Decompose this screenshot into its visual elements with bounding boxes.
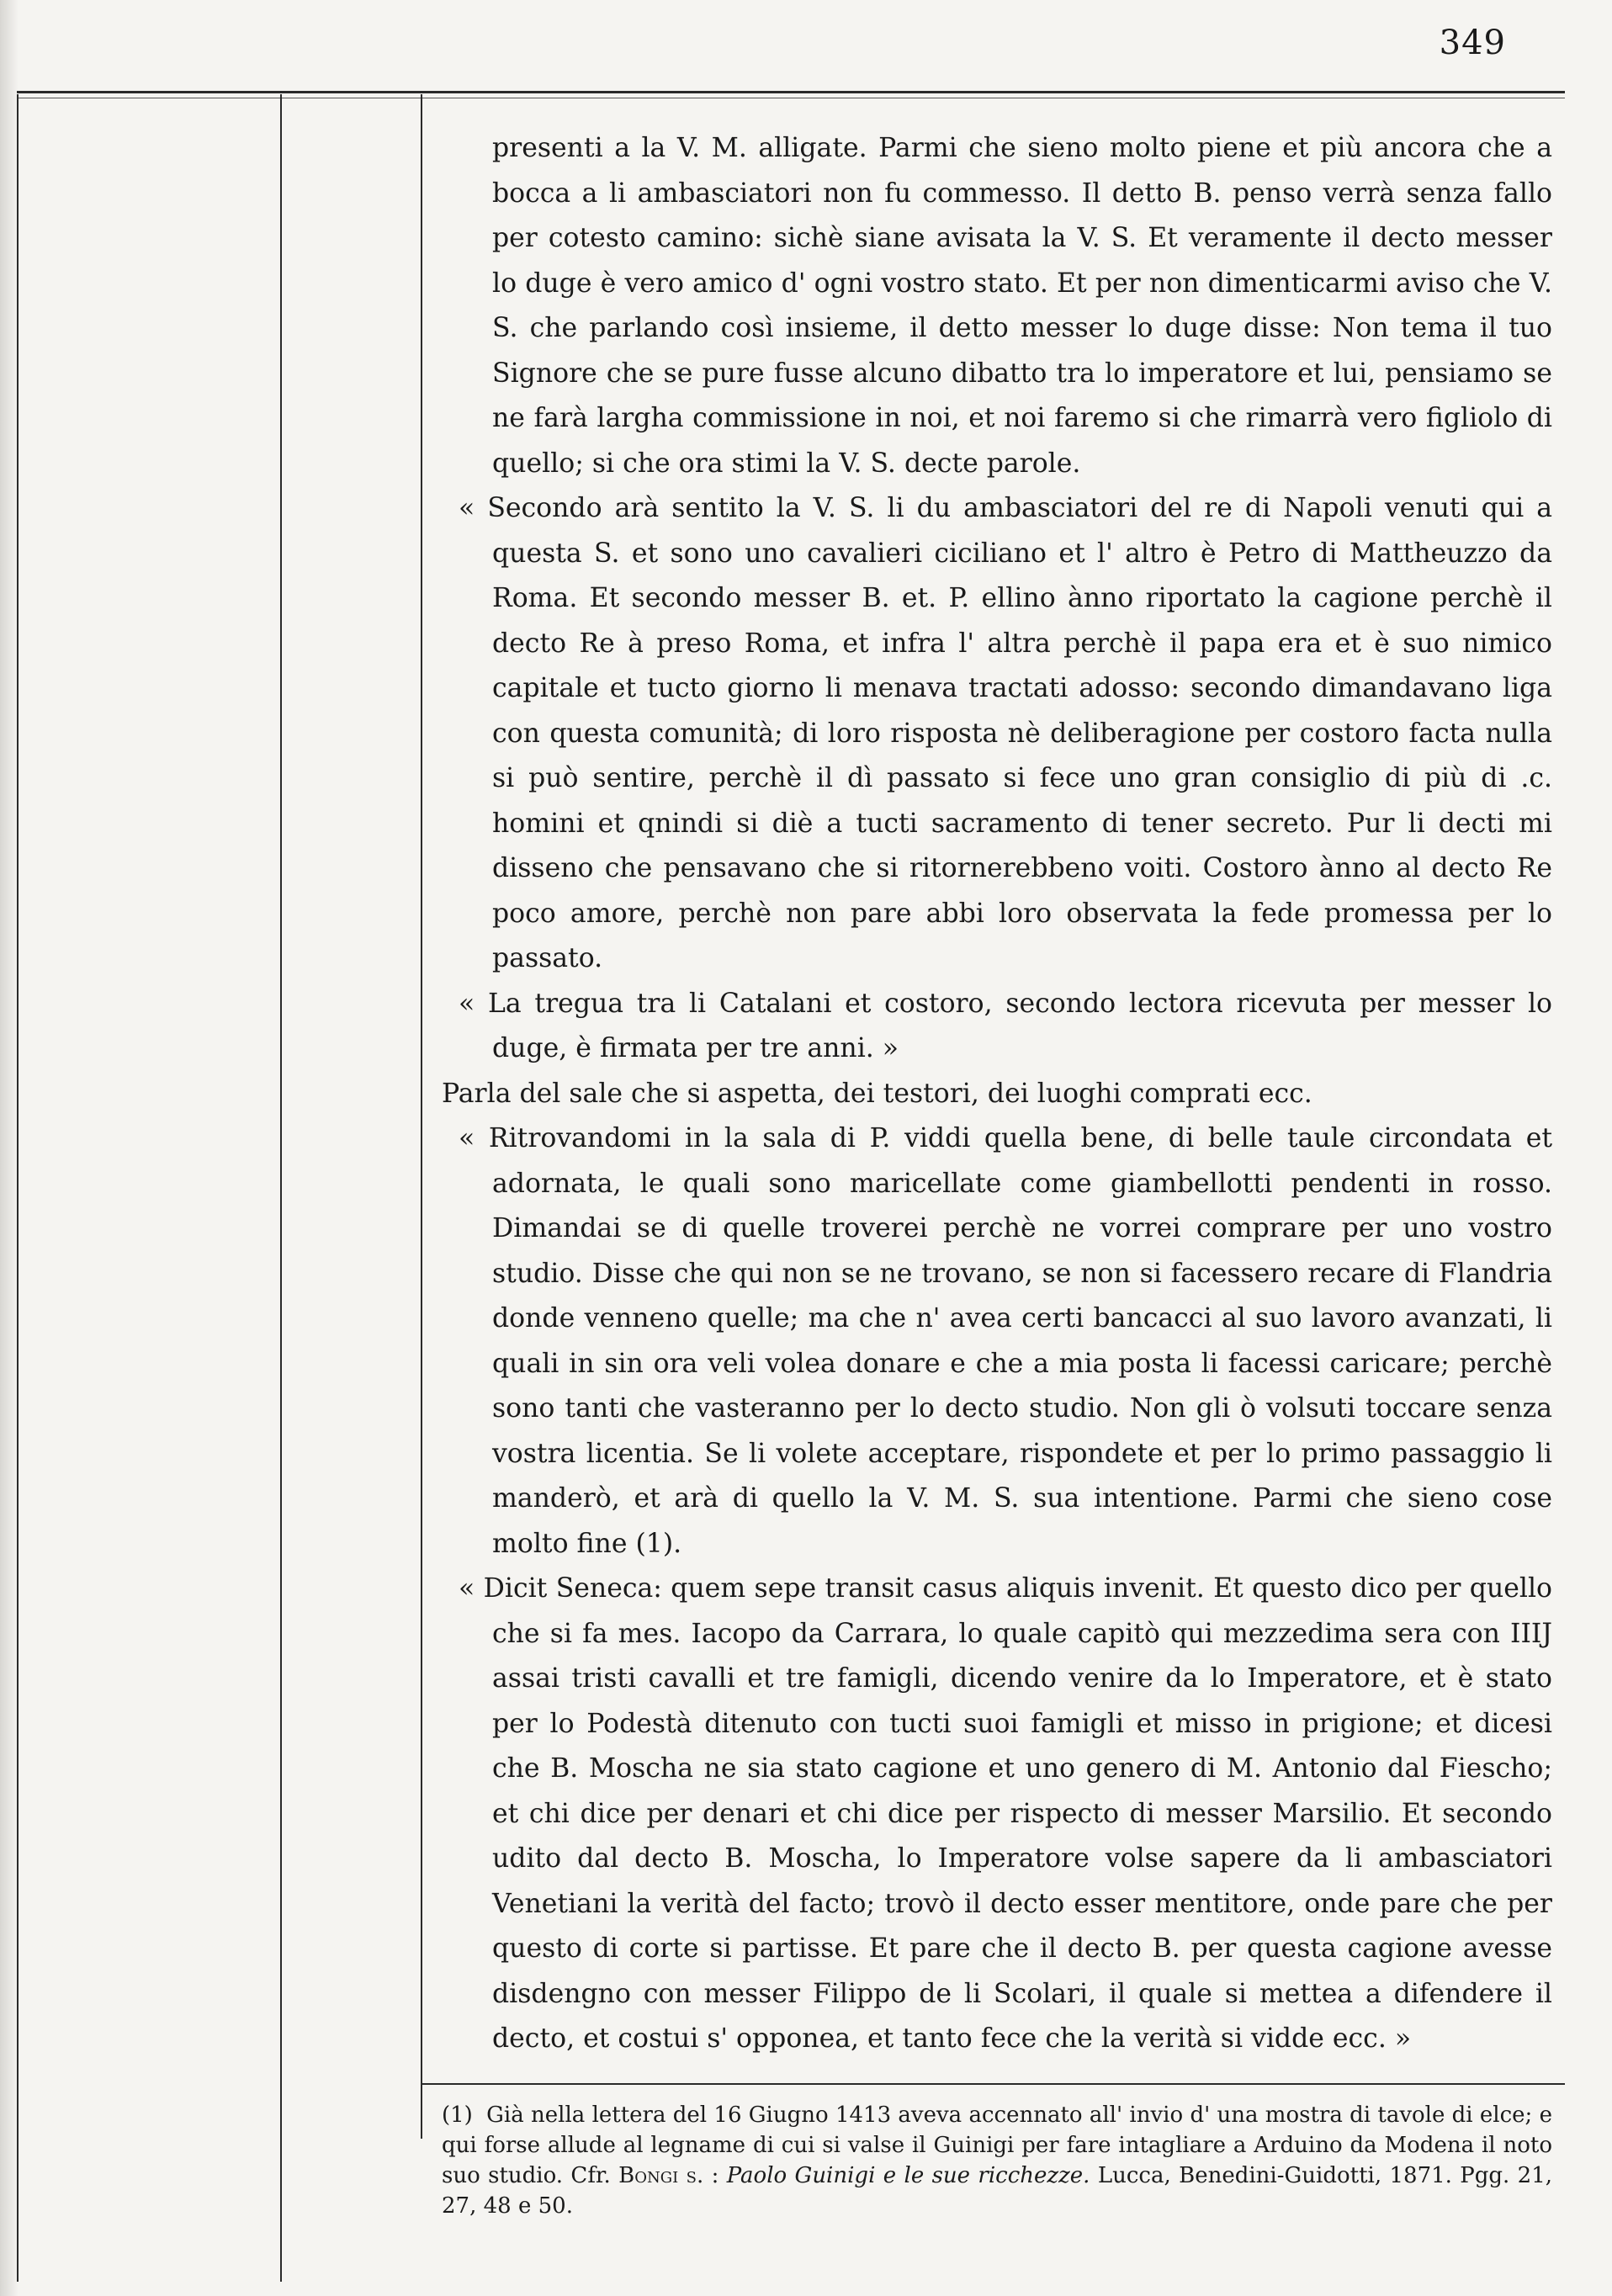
footnote-text-b: Lucca, Benedini-Guidotti, 1871. Pgg. 21, 27, 48 e 50. <box>442 2163 1553 2219</box>
footnote-mark: (1) <box>442 2102 473 2128</box>
footnote-author: Bongi s. <box>618 2163 704 2188</box>
paragraph-3: « La tregua tra li Catalani et costoro, secondo lectora ricevuta per messer lo duge, è firmata per tre anni. » <box>459 988 1552 1063</box>
footnote-sep: : <box>711 2163 719 2188</box>
footnote-title: Paolo Guinigi e le sue ricchezze. <box>726 2163 1090 2188</box>
margin-line-outer <box>17 94 19 2282</box>
margin-line-inner <box>421 94 422 2139</box>
paragraph-5: « Ritrovandomi in la sala di P. viddi quella bene, di belle taule circondata et adornata, le quali sono maricellate come giambellotti pendenti in rosso. Dimandai se di quelle troverei perchè ne vorrei comprare per uno vostro studio. Disse che qui non se ne trovano, se non si facessero recare di Flandria donde venneno quelle; ma che n' avea certi bancacci al suo lavoro avanzati, li quali in sin ora veli volea donare e che a mia posta li facessi caricare; perchè sono tanti che vasteranno per lo decto studio. Non gli ò volsuti toccare senza vostra licentia. Se li volete acceptare, rispondete et per lo primo passaggio li manderò, et arà di quello la V. M. S. sua intentione. Parmi che sieno cose molto fine (1). <box>459 1123 1552 1559</box>
paragraph-2: « Secondo arà sentito la V. S. li du ambasciatori del re di Napoli venuti qui a questa S. et sono uno cavalieri ciciliano et l' altro è Petro di Mattheuzzo da Roma. Et secondo messer B. et. P. ellino ànno riportato la cagione perchè il decto Re à preso Roma, et infra l' altra perchè il papa era et è suo nimico capitale et tucto giorno li menava tractati adosso: secondo dimandavano liga con questa comunità; di loro risposta nè deliberagione per costoro facta nulla si può sentire, perchè il dì passato si fece uno gran consiglio di più di .c. homini et qnindi si diè a tucti sacramento di tener secreto. Pur li decti mi disseno che pensavano che si ritornerebbeno voiti. Costoro ànno al decto Re poco amore, perchè non pare abbi loro observata la fede promessa per lo passato. <box>459 493 1552 973</box>
margin-line-middle <box>280 94 282 2282</box>
page-number: 349 <box>1439 24 1506 62</box>
paragraph-1: presenti a la V. M. alligate. Parmi che sieno molto piene et più ancora che a bocca a li ambasciatori non fu commesso. Il detto B. penso verrà senza fallo per cotesto camino: sichè siane avisata la V. S. Et veramente il decto messer lo duge è vero amico d' ogni vostro stato. Et per non dimenticarmi aviso che V. S. che parlando così insieme, il detto messer lo duge disse: Non tema il tuo Signore che se pure fusse alcuno dibatto tra lo imperatore et lui, pensiamo se ne farà largha commissione in noi, et noi faremo si che rimarrà vero figliolo di quello; si che ora stimi la V. S. decte parole. <box>492 133 1552 479</box>
footnote <box>442 2100 1552 2221</box>
paragraph-4: Parla del sale che si aspetta, dei testori, dei luoghi comprati ecc. <box>442 1078 1312 1109</box>
body-text <box>442 126 1552 2062</box>
scan-left-edge <box>0 0 19 2296</box>
footnote-rule <box>421 2083 1565 2085</box>
footnote-text-a: Già nella lettera del 16 Giugno 1413 aveva accennato all' invio d' una mostra di tavole di elce; e qui forse allude al legname di cui si valse il Guinigi per fare intagliare a Arduino da Modena il noto suo studio. Cfr. <box>442 2102 1552 2188</box>
header-rule <box>17 91 1565 93</box>
paragraph-6: « Dicit Seneca: quem sepe transit casus aliquis invenit. Et questo dico per quello che si fa mes. Iacopo da Carrara, lo quale capitò qui mezzedima sera con IIIJ assai tristi cavalli et tre famigli, dicendo venire da lo Imperatore, et è stato per lo Podestà ditenuto con tucti suoi famigli et misso in prigione; et dicesi che B. Moscha ne sia stato cagione et uno genero di M. Antonio dal Fiescho; et chi dice per denari et chi dice per rispecto di messer Marsilio. Et secondo udito dal decto B. Moscha, lo Imperatore volse sapere da li ambasciatori Venetiani la verità del facto; trovò il decto esser mentitore, onde pare che per questo di corte si partisse. Et pare che il decto B. per questa cagione avesse disdengno con messer Filippo de li Scolari, il quale si mettea a difendere il decto, et costui s' opponea, et tanto fece che la verità si vidde ecc. » <box>459 1573 1552 2054</box>
